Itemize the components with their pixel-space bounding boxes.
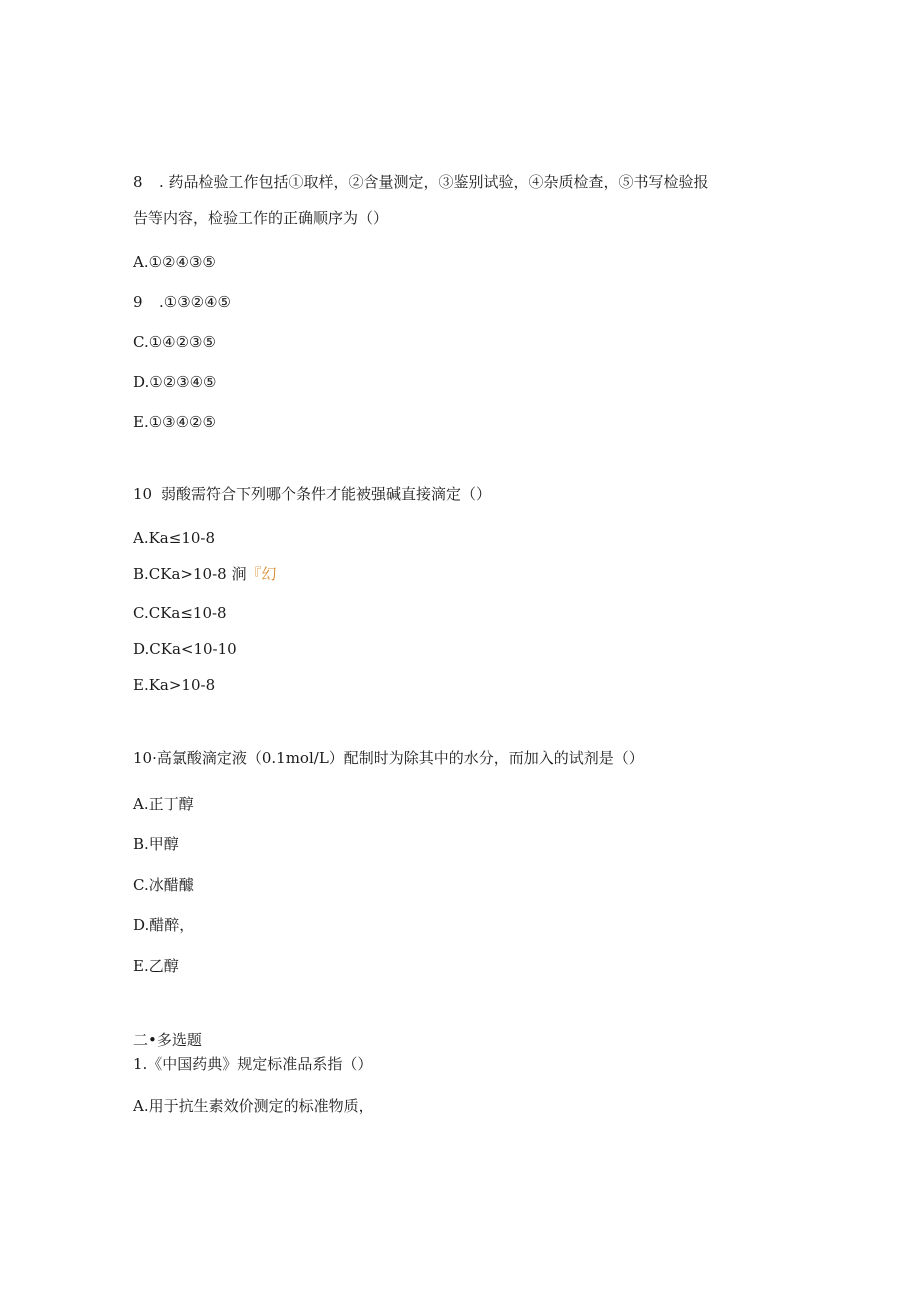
option-a: A.Ka≤10-8 — [133, 529, 216, 547]
question-8-line-2: 告等内容，检验工作的正确顺序为（） — [133, 209, 389, 227]
option-text: B.CKa>10-8 涧 — [133, 565, 247, 583]
option-d: D.CKa<10-10 — [133, 640, 237, 658]
option-c: C.冰醋醵 — [133, 876, 194, 894]
option-b: B.甲醇 — [133, 835, 179, 853]
option-text: .①③②④⑤ — [159, 293, 232, 311]
option-b — [133, 292, 231, 312]
option-e: E.①③④②⑤ — [133, 413, 216, 431]
option-b — [133, 564, 276, 584]
option-c: C.①④②③⑤ — [133, 333, 216, 351]
option-e: E.Ka>10-8 — [133, 676, 216, 694]
question-number: 8 — [133, 173, 143, 191]
option-a: A.正丁醇 — [133, 795, 194, 813]
question-number: 10 — [133, 485, 153, 503]
option-a: A.用于抗生素效价测定的标准物质， — [133, 1097, 374, 1115]
question-1-stem: 1.《中国药典》规定标准品系指（） — [133, 1055, 373, 1073]
stamp-mark: 『幻 — [246, 565, 277, 583]
option-e: E.乙醇 — [133, 957, 179, 975]
option-c: C.CKa≤10-8 — [133, 604, 227, 622]
question-stem: 弱酸需符合下列哪个条件才能被强碱直接滴定（） — [161, 485, 492, 503]
option-d: D.醋醉， — [133, 916, 195, 934]
option-d: D.①②③④⑤ — [133, 373, 217, 391]
question-10b-stem: 10·高氯酸滴定液（0.1mol/L）配制时为除其中的水分，而加入的试剂是（） — [133, 749, 644, 767]
section-heading: 二•多选题 — [133, 1031, 202, 1049]
question-10-stem — [133, 484, 491, 504]
option-a: A.①②④③⑤ — [133, 253, 216, 271]
option-number: 9 — [133, 293, 143, 311]
question-stem: . 药品检验工作包括①取样，②含量测定，③鉴别试验，④杂质检查，⑤书写检验报 — [159, 173, 709, 191]
question-8-line-1 — [133, 172, 709, 192]
